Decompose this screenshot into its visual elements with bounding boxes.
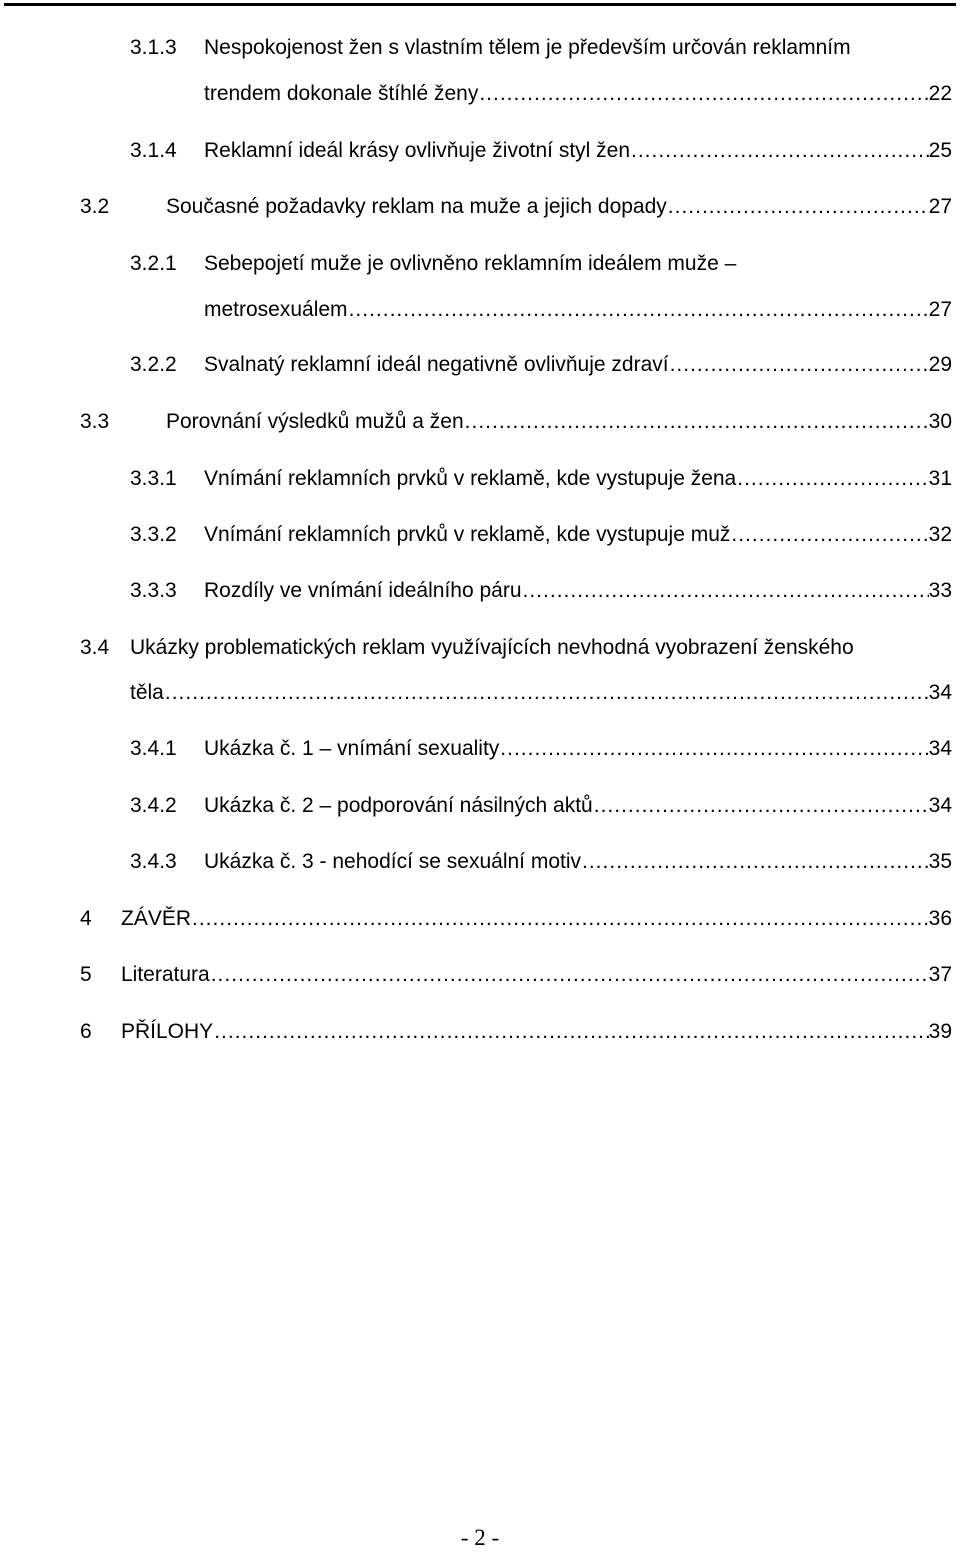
toc-entry-number: 3.3.2: [130, 523, 177, 546]
toc-leader-dots: [210, 955, 929, 995]
toc-entry-5[interactable]: [0, 955, 960, 995]
toc-page-number: 25: [928, 139, 952, 162]
toc-entry-title: Literatura: [121, 963, 210, 986]
toc-entry-title: Vnímání reklamních prvků v reklamě, kde vystupuje žena: [204, 467, 737, 490]
toc-leader-dots: [630, 131, 929, 171]
toc-entry-title: Vnímání reklamních prvků v reklamě, kde vystupuje muž: [204, 523, 731, 546]
toc-entry-number: 3.2.2: [130, 353, 177, 376]
toc-page-number: 30: [928, 410, 952, 433]
toc-page-number: 34: [928, 681, 952, 704]
toc-page-number: 37: [928, 963, 952, 986]
toc-entry-3-1-3-continued[interactable]: [0, 74, 960, 114]
toc-entry-3-3-2[interactable]: [0, 515, 960, 555]
toc-entry-3-2[interactable]: [0, 187, 960, 227]
toc-leader-dots: [593, 786, 929, 826]
toc-leader-dots: [730, 515, 928, 555]
toc-entry-number: 3.2: [80, 195, 110, 218]
toc-entry-title: Svalnatý reklamní ideál negativně ovlivňuje zdraví: [204, 353, 669, 376]
toc-page-number: 35: [928, 850, 952, 873]
toc-entry-number: 4: [80, 907, 92, 930]
toc-page-number: 27: [928, 298, 952, 321]
toc-entry-number: 3.3.1: [130, 467, 177, 490]
toc-leader-dots: [522, 571, 929, 611]
toc-entry-number: 3.3.3: [130, 579, 177, 602]
page-number-footer: - 2 -: [460, 1525, 500, 1550]
toc-entry-3-4-3[interactable]: [0, 842, 960, 882]
toc-entry-title: Sebepojetí muže je ovlivněno reklamním ideálem muže –: [204, 252, 737, 275]
toc-entry-3-4-2[interactable]: [0, 786, 960, 826]
toc-entry-number: 3.1.3: [130, 36, 177, 59]
toc-entry-title: Současné požadavky reklam na muže a jejich dopady: [166, 195, 667, 218]
toc-page-number: 27: [928, 195, 952, 218]
toc-entry-3-4-1[interactable]: [0, 729, 960, 769]
toc-entry-6[interactable]: [0, 1012, 960, 1052]
toc-page-number: 36: [928, 907, 952, 930]
toc-leader-dots: [669, 345, 929, 385]
toc-entry-3-4-continued[interactable]: [0, 673, 960, 713]
toc-entry-title: metrosexuálem: [204, 298, 348, 321]
toc-entry-number: 3.4.1: [130, 737, 177, 760]
toc-page-number: 34: [928, 737, 952, 760]
toc-entry-title: Ukázka č. 3 - nehodící se sexuální motiv: [204, 850, 582, 873]
toc-leader-dots: [499, 729, 928, 769]
toc-leader-dots: [464, 402, 929, 442]
toc-leader-dots: [478, 74, 928, 114]
toc-leader-dots: [581, 842, 929, 882]
toc-entry-number: 3.4.3: [130, 850, 177, 873]
toc-entry-3-1-3[interactable]: [0, 28, 960, 68]
toc-entry-3-1-4[interactable]: [0, 131, 960, 171]
toc-entry-3-2-1[interactable]: [0, 244, 960, 284]
toc-entry-title: Ukázka č. 1 – vnímání sexuality: [204, 737, 500, 760]
toc-page-number: 39: [928, 1020, 952, 1043]
toc-entry-3-4[interactable]: [0, 628, 960, 668]
toc-entry-number: 6: [80, 1020, 92, 1043]
toc-leader-dots: [348, 290, 929, 330]
toc-entry-3-3-1[interactable]: [0, 459, 960, 499]
toc-leader-dots: [667, 187, 929, 227]
toc-entry-title: Rozdíly ve vnímání ideálního páru: [204, 579, 522, 602]
toc-page-number: 33: [928, 579, 952, 602]
toc-leader-dots: [213, 1012, 928, 1052]
toc-entry-title: Ukázky problematických reklam využívajících nevhodná vyobrazení ženského: [130, 636, 854, 659]
toc-entry-title: PŘÍLOHY: [121, 1020, 214, 1043]
toc-entry-3-2-1-continued[interactable]: [0, 290, 960, 330]
toc-entry-4[interactable]: [0, 899, 960, 939]
toc-entry-3-3-3[interactable]: [0, 571, 960, 611]
toc-leader-dots: [164, 673, 929, 713]
toc-entry-title: těla: [130, 681, 164, 704]
toc-entry-number: 3.2.1: [130, 252, 177, 275]
toc-entry-title: ZÁVĚR: [121, 907, 192, 930]
toc-entry-3-2-2[interactable]: [0, 345, 960, 385]
toc-page-number: 34: [928, 794, 952, 817]
toc-page-number: 31: [928, 467, 952, 490]
toc-page-number: 32: [928, 523, 952, 546]
toc-leader-dots: [191, 899, 929, 939]
toc-entry-number: 3.4.2: [130, 794, 177, 817]
toc-entry-title: trendem dokonale štíhlé ženy: [204, 82, 479, 105]
toc-entry-title: Porovnání výsledků mužů a žen: [166, 410, 464, 433]
toc-entry-number: 3.3: [80, 410, 110, 433]
toc-entry-3-3[interactable]: [0, 402, 960, 442]
toc-page-number: 29: [928, 353, 952, 376]
toc-entry-number: 3.1.4: [130, 139, 177, 162]
toc-entry-number: 5: [80, 963, 92, 986]
toc-entry-title: Reklamní ideál krásy ovlivňuje životní styl žen: [204, 139, 631, 162]
toc-entry-title: Nespokojenost žen s vlastním tělem je především určován reklamním: [204, 36, 851, 59]
toc-leader-dots: [736, 459, 928, 499]
toc-page-number: 22: [928, 82, 952, 105]
toc-entry-title: Ukázka č. 2 – podporování násilných aktů: [204, 794, 593, 817]
toc-entry-number: 3.4: [80, 636, 110, 659]
